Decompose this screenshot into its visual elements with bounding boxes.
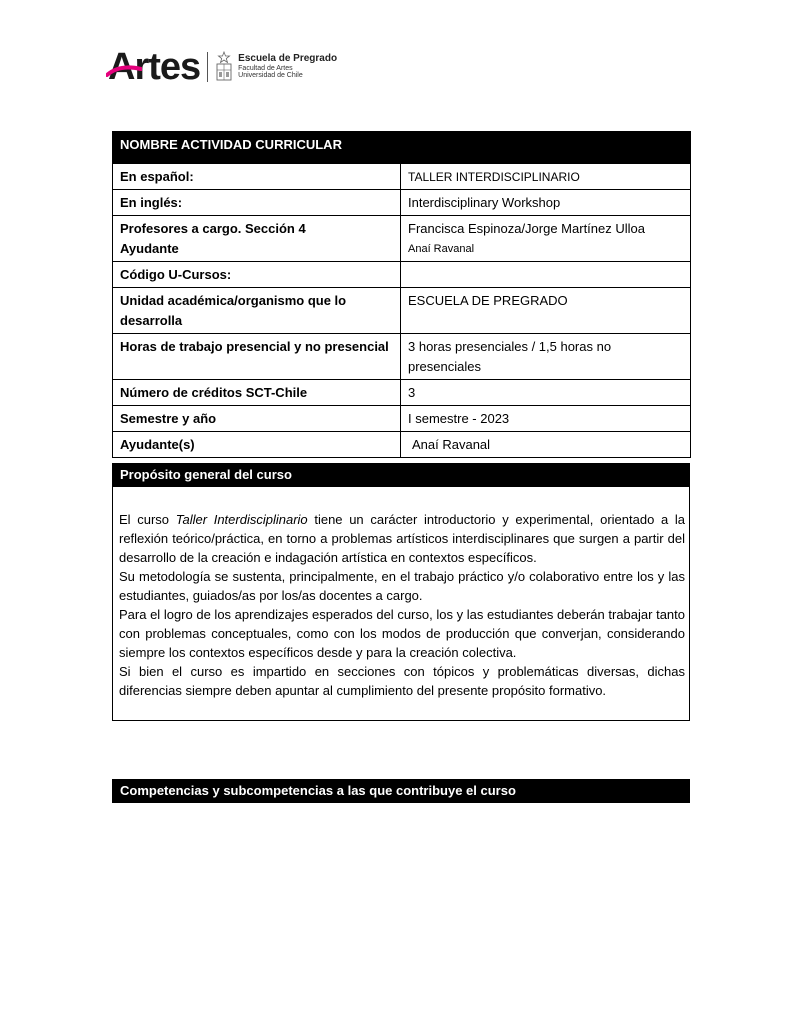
competencies-section [112,779,690,803]
row-value-code [401,262,691,288]
purpose-section [112,463,690,721]
row-value-hours: 3 horas presenciales / 1,5 horas no presenciales [401,334,691,380]
purpose-paragraph-3: Para el logro de los aprendizajes esperados del curso, los y las estudiantes deberán trabajar tanto con problemas conceptuales, como con los modos de producción que converjan, considerando siempre los contextos específicos desde y para la creación colectiva. [119,607,685,660]
table-row [113,380,691,406]
row-label-code: Código U-Cursos: [113,262,401,288]
row-value-credits: 3 [401,380,691,406]
purpose-p1-rest: tiene un carácter introductorio y experimental, orientado a la reflexión teórico/práctica, en torno a problemas artísticos interdisciplinares que surgen a partir del desarrollo de la creación e indagación artística en contextos específicos. [119,512,686,565]
row-label-semester: Semestre y año [113,406,401,432]
table-row [113,288,691,334]
logo-swoosh-icon [106,65,142,77]
row-value-professors [401,216,691,262]
faculty-logo [108,44,337,90]
logo-faculty-name: Facultad de Artes [238,64,293,72]
row-label-credits: Número de créditos SCT-Chile [113,380,401,406]
course-info-table [112,131,691,458]
row-value-semester: I semestre - 2023 [401,406,691,432]
row-value-spanish: TALLER INTERDISCIPLINARIO [401,164,691,190]
purpose-p1-prefix: El curso [119,512,176,527]
row-label-assistants: Ayudante(s) [113,432,401,458]
row-value-assistants: Anaí Ravanal [401,432,691,458]
info-table-header-row [113,132,691,164]
professors-value: Francisca Espinoza/Jorge Martínez Ulloa [408,221,645,236]
logo-text-block [238,54,337,79]
purpose-paragraph-4: Si bien el curso es impartido en secciones con tópicos y problemáticas diversas, dichas diferencias siempre deben apuntar al cumplimiento del presente propósito formativo. [119,664,685,698]
purpose-paragraph-1 [119,510,685,567]
professors-label: Profesores a cargo. Sección 4 [120,221,306,236]
table-row [113,432,691,458]
logo-divider [207,52,208,82]
row-value-english: Interdisciplinary Workshop [401,190,691,216]
row-label-professors [113,216,401,262]
assistant-value: Anaí Ravanal [408,243,475,255]
row-label-english: En inglés: [113,190,401,216]
table-row [113,164,691,190]
purpose-section-title: Propósito general del curso [112,463,690,487]
assistant-label: Ayudante [120,241,179,256]
table-row [113,406,691,432]
table-row [113,334,691,380]
row-value-unit: ESCUELA DE PREGRADO [401,288,691,334]
table-row [113,190,691,216]
info-table-title: NOMBRE ACTIVIDAD CURRICULAR [113,132,691,164]
competencies-section-title: Competencias y subcompetencias a las que contribuye el curso [112,779,690,803]
logo-university-name: Universidad de Chile [238,72,303,80]
purpose-p1-course-name: Taller Interdisciplinario [175,512,308,527]
logo-wordmark [108,48,200,86]
row-label-unit: Unidad académica/organismo que lo desarrolla [113,288,401,334]
row-label-hours: Horas de trabajo presencial y no presencial [113,334,401,380]
logo-school-name: Escuela de Pregrado [238,53,338,65]
table-row [113,262,691,288]
purpose-section-body [112,487,690,721]
logo-word-text: Artes [108,46,201,88]
university-crest-icon [214,51,234,83]
purpose-paragraph-2: Su metodología se sustenta, principalmente, en el trabajo práctico y/o colaborativo entre los y las estudiantes, guiados/as por los/as docentes a cargo. [119,569,685,603]
row-label-spanish: En español: [113,164,401,190]
table-row [113,216,691,262]
